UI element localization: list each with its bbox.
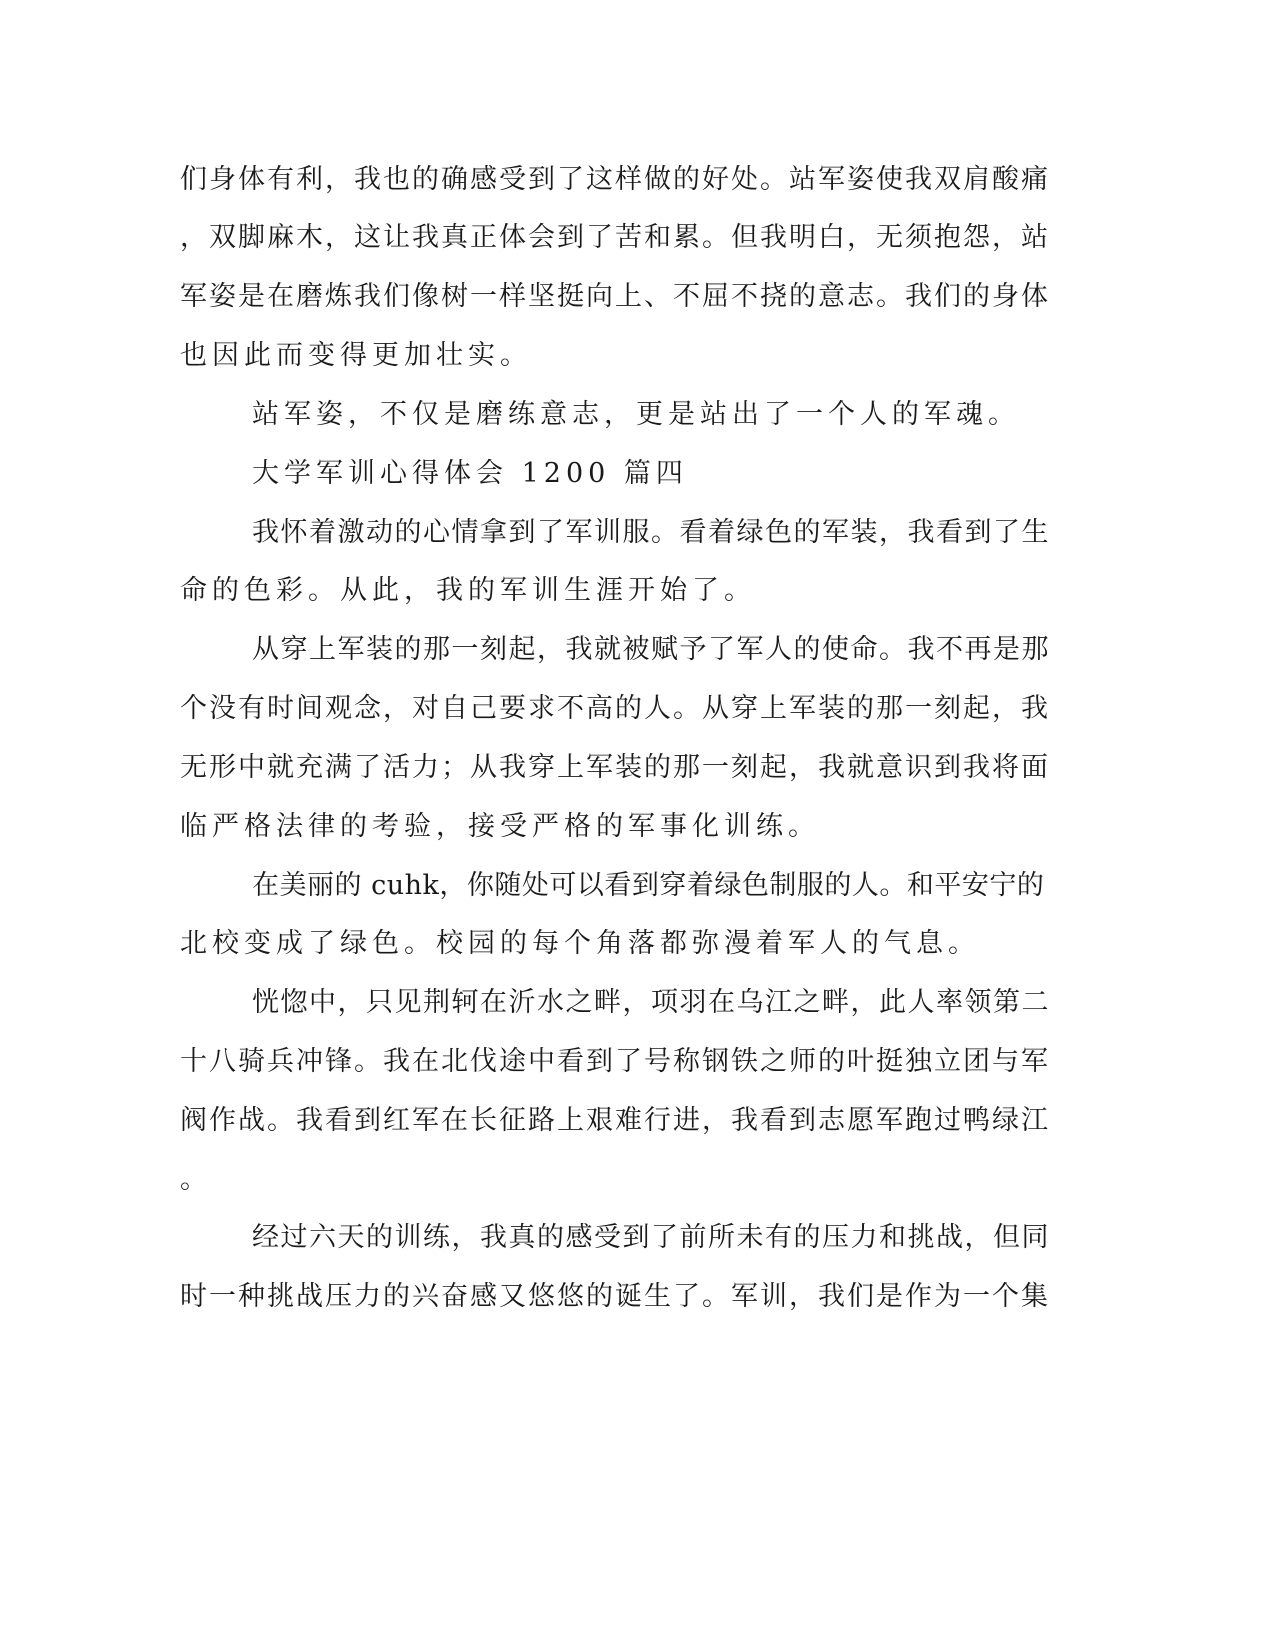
section-heading: 大学军训心得体会 1200 篇四 xyxy=(252,458,688,489)
body-line: 十八骑兵冲锋。我在北伐途中看到了号称钢铁之师的叶挺独立团与军 xyxy=(180,1046,1050,1077)
body-line: 军姿是在磨炼我们像树一样坚挺向上、不屈不挠的意志。我们的身体 xyxy=(180,281,1050,312)
body-line: 个没有时间观念，对自己要求不高的人。从穿上军装的那一刻起，我 xyxy=(180,693,1050,724)
body-line: ，双脚麻木，这让我真正体会到了苦和累。但我明白，无须抱怨，站 xyxy=(180,222,1050,253)
paragraph-start-line: 从穿上军装的那一刻起，我就被赋予了军人的使命。我不再是那 xyxy=(252,634,1050,665)
paragraph-start-line: 站军姿，不仅是磨练意志，更是站出了一个人的军魂。 xyxy=(252,399,1020,430)
paragraph-start-line: 恍惚中，只见荆轲在沂水之畔，项羽在乌江之畔，此人率领第二 xyxy=(252,987,1050,1018)
paragraph-start-line: 经过六天的训练，我真的感受到了前所未有的压力和挑战，但同 xyxy=(252,1222,1050,1253)
body-line: 阀作战。我看到红军在长征路上艰难行进，我看到志愿军跑过鸭绿江 xyxy=(180,1105,1050,1136)
body-line: 无形中就充满了活力；从我穿上军装的那一刻起，我就意识到我将面 xyxy=(180,752,1050,783)
body-line: 时一种挑战压力的兴奋感又悠悠的诞生了。军训，我们是作为一个集 xyxy=(180,1281,1050,1312)
body-line: 。 xyxy=(180,1164,212,1195)
body-line: 也因此而变得更加壮实。 xyxy=(180,340,532,371)
body-line: 临严格法律的考验，接受严格的军事化训练。 xyxy=(180,811,820,842)
body-line: 北校变成了绿色。校园的每个角落都弥漫着军人的气息。 xyxy=(180,928,980,959)
body-line: 们身体有利，我也的确感受到了这样做的好处。站军姿使我双肩酸痛 xyxy=(180,164,1050,195)
paragraph-start-line: 我怀着激动的心情拿到了军训服。看着绿色的军装，我看到了生 xyxy=(252,517,1050,548)
body-line: 命的色彩。从此，我的军训生涯开始了。 xyxy=(180,575,756,606)
paragraph-start-line: 在美丽的 cuhk，你随处可以看到穿着绿色制服的人。和平安宁的 xyxy=(252,870,1045,901)
